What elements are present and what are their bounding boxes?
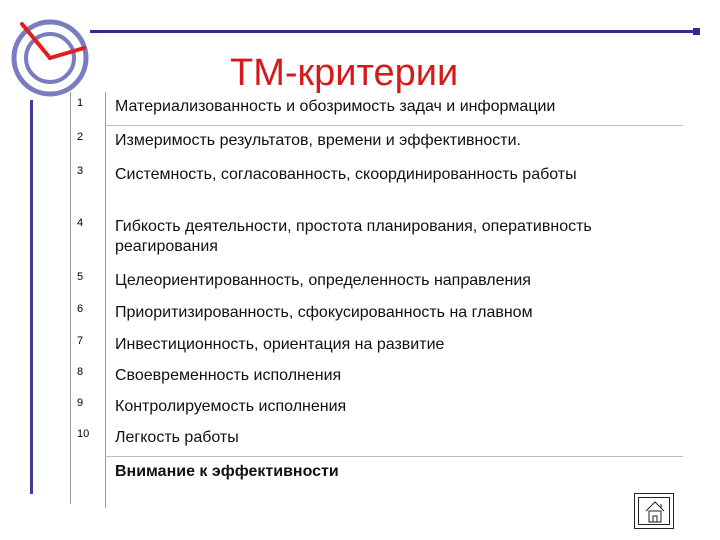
- table-row: [70, 423, 683, 457]
- table-row: [70, 361, 683, 392]
- home-icon: [639, 498, 671, 526]
- top-rule-end: [693, 28, 700, 35]
- row-text: Системность, согласованность, скоординированность работы: [115, 166, 577, 183]
- row-text: Целеориентированность, определенность направления: [115, 272, 531, 289]
- table-row: [70, 160, 683, 212]
- row-number: 3: [77, 165, 84, 177]
- row-text: Приоритизированность, сфокусированность на главном: [115, 304, 533, 321]
- row-text: Инвестиционность, ориентация на развитие: [115, 336, 445, 353]
- table-row: [70, 298, 683, 330]
- row-number: 6: [77, 303, 84, 315]
- home-button[interactable]: [634, 493, 674, 529]
- table-row: [70, 92, 683, 126]
- row-number: 7: [77, 335, 84, 347]
- row-number: 9: [77, 397, 84, 409]
- row-text: Легкость работы: [115, 429, 239, 446]
- table-row: [70, 126, 683, 160]
- page-title: ТМ-критерии: [230, 52, 459, 94]
- row-number: 8: [77, 366, 84, 378]
- row-text: Измеримость результатов, времени и эффективности.: [115, 132, 521, 149]
- clock-logo-icon: [10, 18, 90, 98]
- table-row: [70, 266, 683, 298]
- row-text: Материализованность и обозримость задач и информации: [115, 98, 556, 115]
- table-row: [70, 212, 683, 266]
- table-row: [70, 392, 683, 423]
- row-number: 4: [77, 217, 84, 229]
- criteria-table: [70, 92, 683, 497]
- row-text: Контролируемость исполнения: [115, 398, 347, 415]
- row-number: 10: [77, 428, 90, 440]
- footer-row-text: Внимание к эффективности: [115, 463, 339, 480]
- table-row: [70, 457, 683, 497]
- row-text: Своевременность исполнения: [115, 367, 342, 384]
- row-number: 1: [77, 97, 84, 109]
- top-rule: [90, 30, 698, 33]
- left-rule: [30, 100, 33, 494]
- row-number: 2: [77, 131, 84, 143]
- row-text: Гибкость деятельности, простота планирования, оперативность реагирования: [115, 218, 592, 255]
- row-number: 5: [77, 271, 84, 283]
- table-row: [70, 330, 683, 361]
